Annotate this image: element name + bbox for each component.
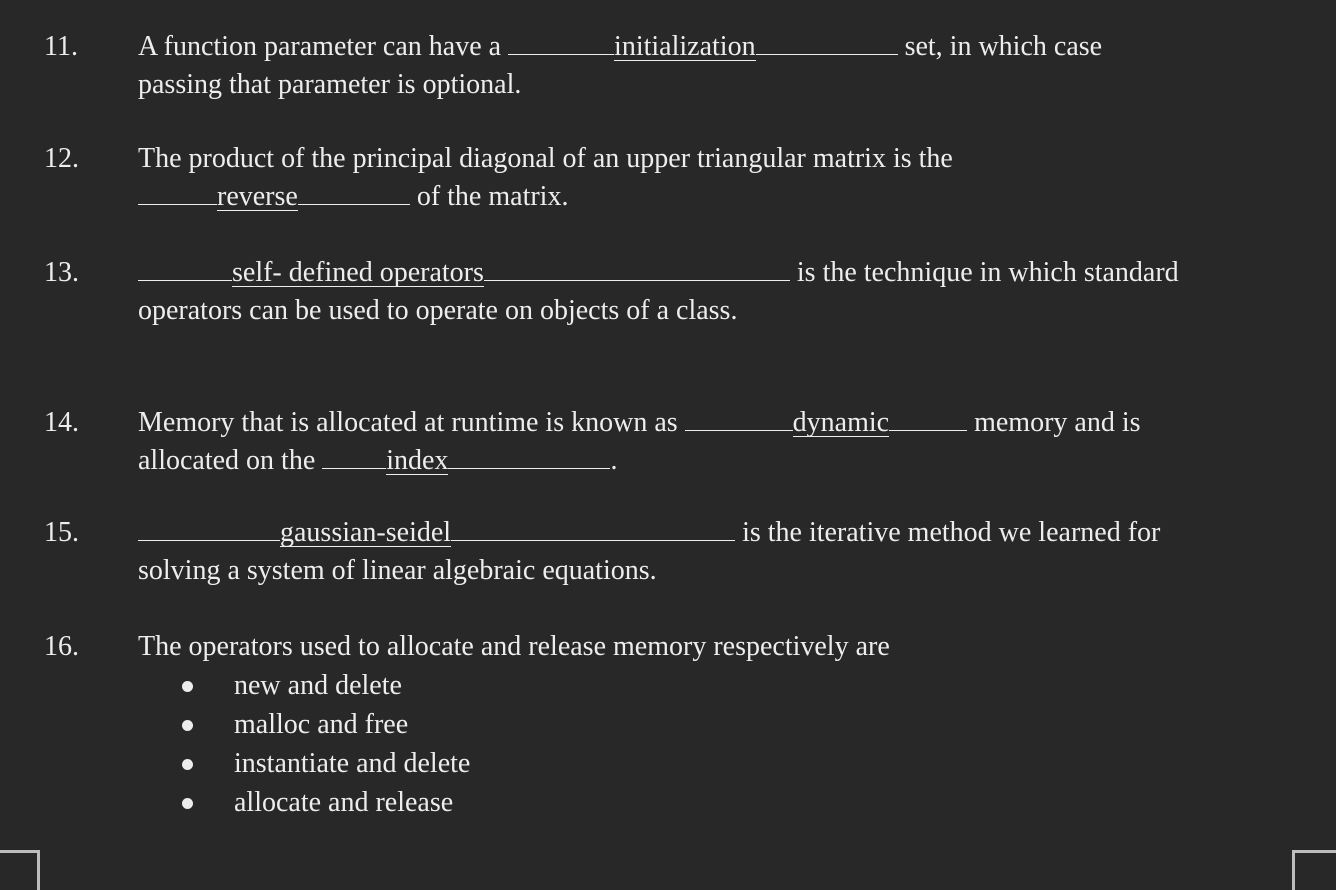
bullet-icon	[182, 681, 193, 692]
bullet-icon	[182, 759, 193, 770]
question-number: 12.	[44, 143, 79, 174]
question-text-part: A function parameter can have a	[138, 31, 509, 62]
option-text: allocate and release	[234, 787, 454, 818]
question-text	[138, 404, 1298, 480]
answer-text: dynamic	[792, 407, 890, 438]
question-text-part: .	[610, 445, 618, 476]
blank-line	[138, 254, 232, 281]
bullet-icon	[182, 720, 193, 731]
question-number: 14.	[44, 407, 79, 438]
answer-text: gaussian-seidel	[280, 517, 452, 548]
question-text-part: of the matrix.	[409, 181, 569, 212]
question-text-part: is the iterative method we learned for	[735, 517, 1161, 548]
question-text	[138, 628, 1298, 818]
question-text-line: The product of the principal diagonal of an upper triangular matrix is the	[138, 143, 953, 174]
question-text-part: Memory that is allocated at runtime is known as	[138, 407, 685, 438]
blank-line	[685, 404, 793, 431]
question-text	[138, 140, 1298, 216]
question-text-part: allocated on the	[138, 445, 323, 476]
question-number: 11.	[44, 31, 78, 62]
blank-line	[298, 178, 410, 205]
answer-text: initialization	[614, 31, 756, 62]
crop-mark-left	[0, 850, 40, 890]
question-text-line: operators can be used to operate on objects of a class.	[138, 295, 738, 326]
question-number: 15.	[44, 517, 79, 548]
question-text-part: memory and is	[967, 407, 1141, 438]
option-text: new and delete	[234, 670, 402, 701]
blank-line	[756, 28, 898, 55]
blank-line	[889, 404, 967, 431]
bullet-icon	[182, 798, 193, 809]
question-text-line: The operators used to allocate and release memory respectively are	[138, 631, 890, 662]
option-text: malloc and free	[234, 709, 409, 740]
crop-mark-right	[1292, 850, 1336, 890]
question-text-part: is the technique in which standard	[789, 257, 1179, 288]
question-text-line: solving a system of linear algebraic equations.	[138, 555, 657, 586]
question-number: 13.	[44, 257, 79, 288]
answer-text: reverse	[217, 181, 298, 212]
answer-text: self- defined operators	[232, 257, 484, 288]
question-text	[138, 514, 1298, 590]
question-number: 16.	[44, 631, 79, 662]
blank-line	[451, 514, 735, 541]
answer-text: index	[386, 445, 449, 476]
question-text	[138, 254, 1298, 330]
blank-line	[138, 178, 217, 205]
blank-line	[484, 254, 790, 281]
blank-line	[322, 442, 386, 469]
blank-line	[448, 442, 610, 469]
question-text-line: passing that parameter is optional.	[138, 69, 522, 100]
blank-line	[508, 28, 614, 55]
blank-line	[138, 514, 280, 541]
option-text: instantiate and delete	[234, 748, 471, 779]
question-text	[138, 28, 1298, 104]
question-text-part: set, in which case	[897, 31, 1103, 62]
